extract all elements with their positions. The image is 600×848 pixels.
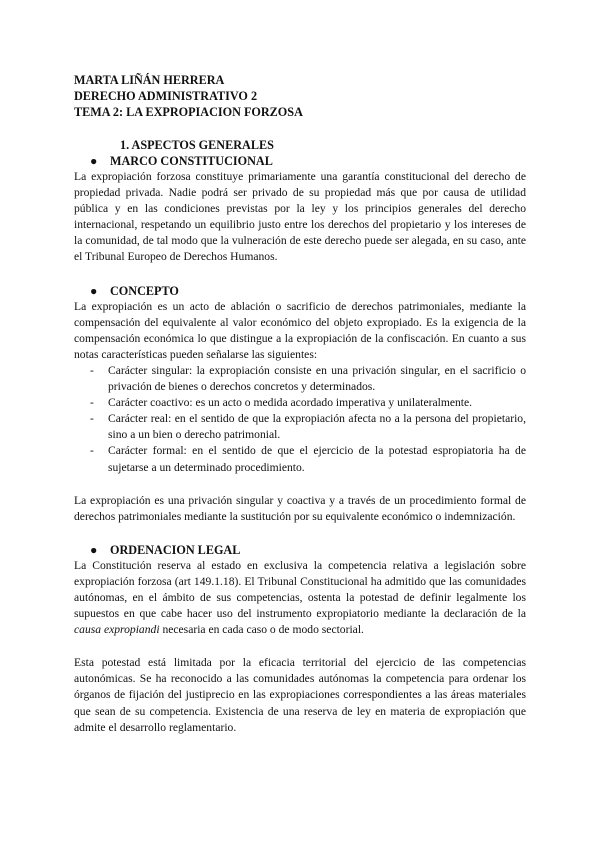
list-item: - Carácter real: en el sentido de que la expropiación afecta no a la persona del propietario, sino a un bien o derecho patrimonial. <box>90 412 526 442</box>
subheading-marco <box>74 153 526 169</box>
section-heading: 1. ASPECTOS GENERALES <box>120 138 274 152</box>
list-item: - Carácter formal: en el sentido de que el ejercicio de la potestad espropiatoria ha de sujetarse a un determinado procedimiento. <box>90 444 526 474</box>
paragraph-ordenacion-1: La Constitución reserva al estado en exclusiva la competencia relativa a legislación sobre expropiación forzosa (art 149.1.18). El Tribunal Constitucional ha admitido que las comunidades autónomas, en el ámbito de sus competencias, ostenta la potestad de definir legalmente los supuestos en que cabe hacer uso del instrumento expropiatorio mediante la declaración de la causa expropiandi necesaria en cada caso o de modo sectorial. <box>74 558 526 637</box>
course-title: DERECHO ADMINISTRATIVO 2 <box>74 89 258 103</box>
subheading-marco-label: MARCO CONSTITUCIONAL <box>110 154 273 168</box>
bullet-icon: ● <box>90 154 98 168</box>
subheading-ordenacion <box>74 542 526 558</box>
subheading-concepto-label: CONCEPTO <box>110 283 179 298</box>
topic-title: TEMA 2: LA EXPROPIACION FORZOSA <box>74 105 303 119</box>
subheading-concepto <box>74 283 526 299</box>
dash-icon: - <box>90 444 94 458</box>
dash-icon: - <box>90 396 94 410</box>
characteristics-list <box>74 363 526 476</box>
paragraph-marco: La expropiación forzosa constituye primariamente una garantía constitucional del derecho de propiedad privada. Nadie podrá ser privado de su propiedad más que por causa de utilidad pública y en las condiciones previstas por la ley y los principios generales del derecho internacional, respetando un equilibrio justo entre los derechos del propietario y los intereses de la comunidad, de tal modo que la vulneración de este derecho puede ser alegada, en su caso, ante el Tribunal Europeo de Derechos Humanos. <box>74 170 526 264</box>
paragraph-concepto-closing: La expropiación es una privación singular y coactiva y a través de un procedimiento formal de derechos patrimoniales mediante la sustitución por su equivalente económico o indemnización. <box>74 493 526 523</box>
dash-icon: - <box>90 363 94 377</box>
bullet-icon: ● <box>90 283 98 298</box>
author-name: MARTA LIÑÁN HERRERA <box>74 73 225 87</box>
list-item: - Carácter singular: la expropiación consiste en una privación singular, en el sacrificio o privación de bienes o derechos concretos y determinados. <box>90 363 526 394</box>
paragraph-ordenacion-2: Esta potestad está limitada por la eficacia territorial del ejercicio de las competencias autonómicas. Se ha reconocido a las comunidades autónomas la competencia para ordenar los órganos de fijación del justiprecio en las expropiaciones correspondientes a las áreas materiales que sean de su competencia. Existencia de una reserva de ley en materia de expropiación que admite el desarrollo reglamentario. <box>74 656 526 734</box>
causa-expropiandi-term: causa expropiandi <box>74 623 160 637</box>
list-item: - Carácter coactivo: es un acto o medida acordado imperativa y unilateralmente. <box>74 395 526 411</box>
paragraph-concepto: La expropiación es un acto de ablación o sacrificio de derechos patrimoniales, mediante la compensación del equivalente al valor económico del objeto expropiado. Es la exigencia de la compensación económica lo que distingue a la expropiación de la confiscación. En cuanto a sus notas características pueden señalarse las siguientes: <box>74 299 526 361</box>
dash-icon: - <box>90 412 94 426</box>
subheading-ordenacion-label: ORDENACION LEGAL <box>110 542 241 557</box>
bullet-icon: ● <box>90 542 98 557</box>
